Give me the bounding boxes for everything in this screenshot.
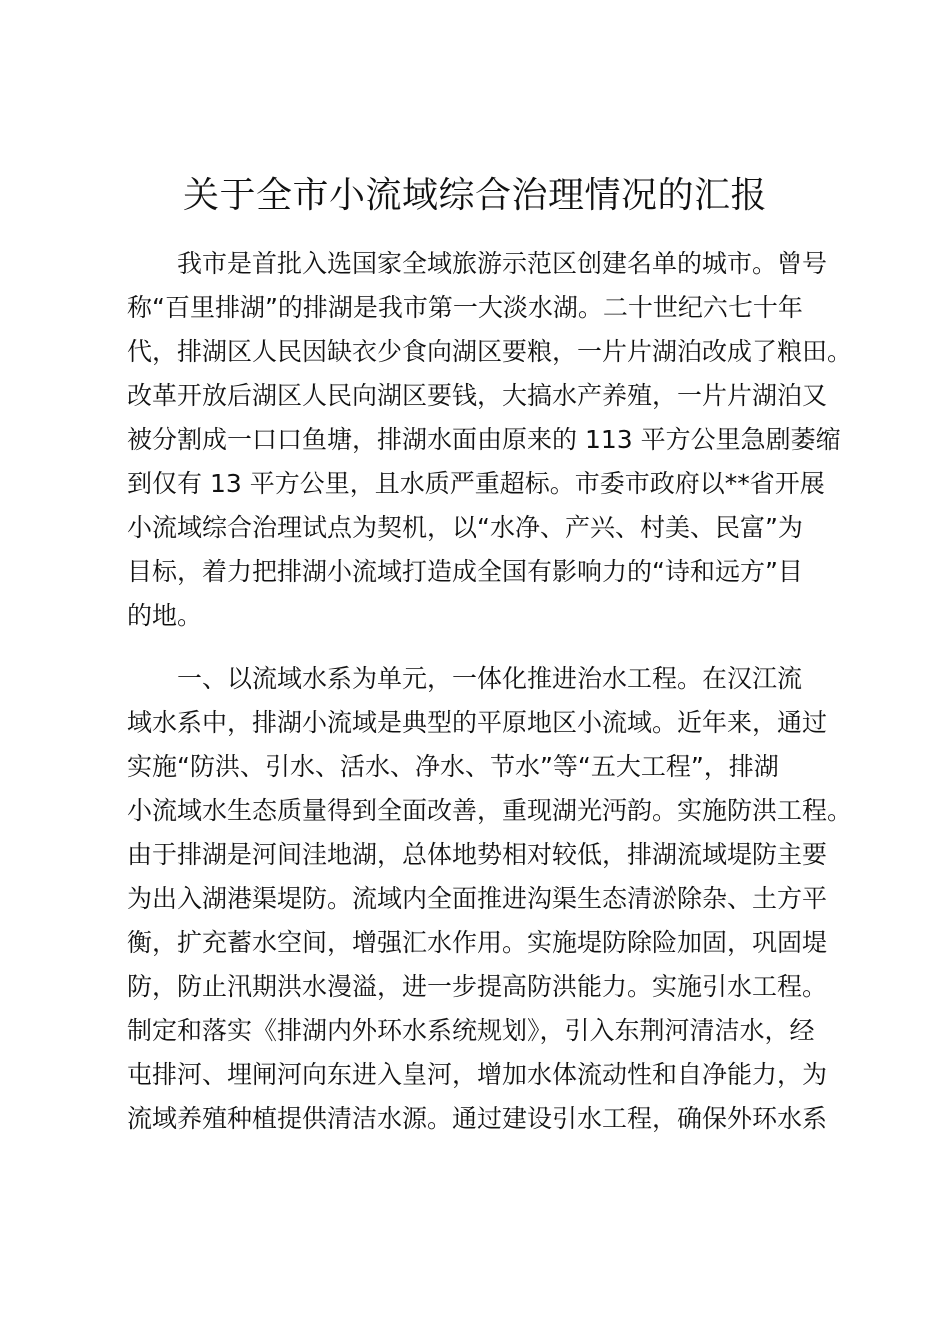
paragraph-line: 为出入湖港渠堤防。流域内全面推进沟渠生态清淤除杂、土方平 bbox=[127, 884, 828, 913]
paragraph-line: 防，防止汛期洪水漫溢，进一步提高防洪能力。实施引水工程。 bbox=[127, 972, 828, 1001]
paragraph-line: 由于排湖是河间洼地湖，总体地势相对较低，排湖流域堤防主要 bbox=[127, 840, 828, 869]
paragraph-line: 流域养殖种植提供清洁水源。通过建设引水工程，确保外环水系 bbox=[127, 1104, 828, 1133]
paragraph-line: 小流域水生态质量得到全面改善，重现湖光沔韵。实施防洪工程。 bbox=[127, 796, 853, 825]
paragraph-line: 代，排湖区人民因缺衣少食向湖区要粮，一片片湖泊改成了粮田。 bbox=[127, 337, 853, 366]
paragraph-line: 屯排河、埋闸河向东进入皇河，增加水体流动性和自净能力，为 bbox=[127, 1060, 828, 1089]
paragraph-line: 称“百里排湖”的排湖是我市第一大淡水湖。二十世纪六七十年 bbox=[127, 293, 803, 322]
paragraph-line: 域水系中，排湖小流域是典型的平原地区小流域。近年来，通过 bbox=[127, 708, 828, 737]
paragraph-line: 的地。 bbox=[127, 601, 203, 630]
paragraph-line: 被分割成一口口鱼塘，排湖水面由原来的 113 平方公里急剧萎缩 bbox=[127, 425, 841, 454]
paragraph-line: 实施“防洪、引水、活水、净水、节水”等“五大工程”，排湖 bbox=[127, 752, 779, 781]
paragraph-line: 改革开放后湖区人民向湖区要钱，大搞水产养殖，一片片湖泊又 bbox=[127, 381, 828, 410]
paragraph-line: 制定和落实《排湖内外环水系统规划》，引入东荆河清洁水，经 bbox=[127, 1016, 815, 1045]
paragraph-line: 一、以流域水系为单元，一体化推进治水工程。在汉江流 bbox=[177, 664, 803, 693]
paragraph-line: 我市是首批入选国家全域旅游示范区创建名单的城市。曾号 bbox=[177, 249, 828, 278]
paragraph-line: 到仅有 13 平方公里，且水质严重超标。市委市政府以**省开展 bbox=[127, 469, 825, 498]
document-title: 关于全市小流域综合治理情况的汇报 bbox=[182, 175, 767, 216]
paragraph-section-one bbox=[127, 657, 853, 1141]
paragraph-line: 衡，扩充蓄水空间，增强汇水作用。实施堤防除险加固，巩固堤 bbox=[127, 928, 828, 957]
paragraph-line: 小流域综合治理试点为契机，以“水净、产兴、村美、民富”为 bbox=[127, 513, 803, 542]
paragraph-intro bbox=[127, 242, 853, 638]
paragraph-line: 目标，着力把排湖小流域打造成全国有影响力的“诗和远方”目 bbox=[127, 557, 803, 586]
